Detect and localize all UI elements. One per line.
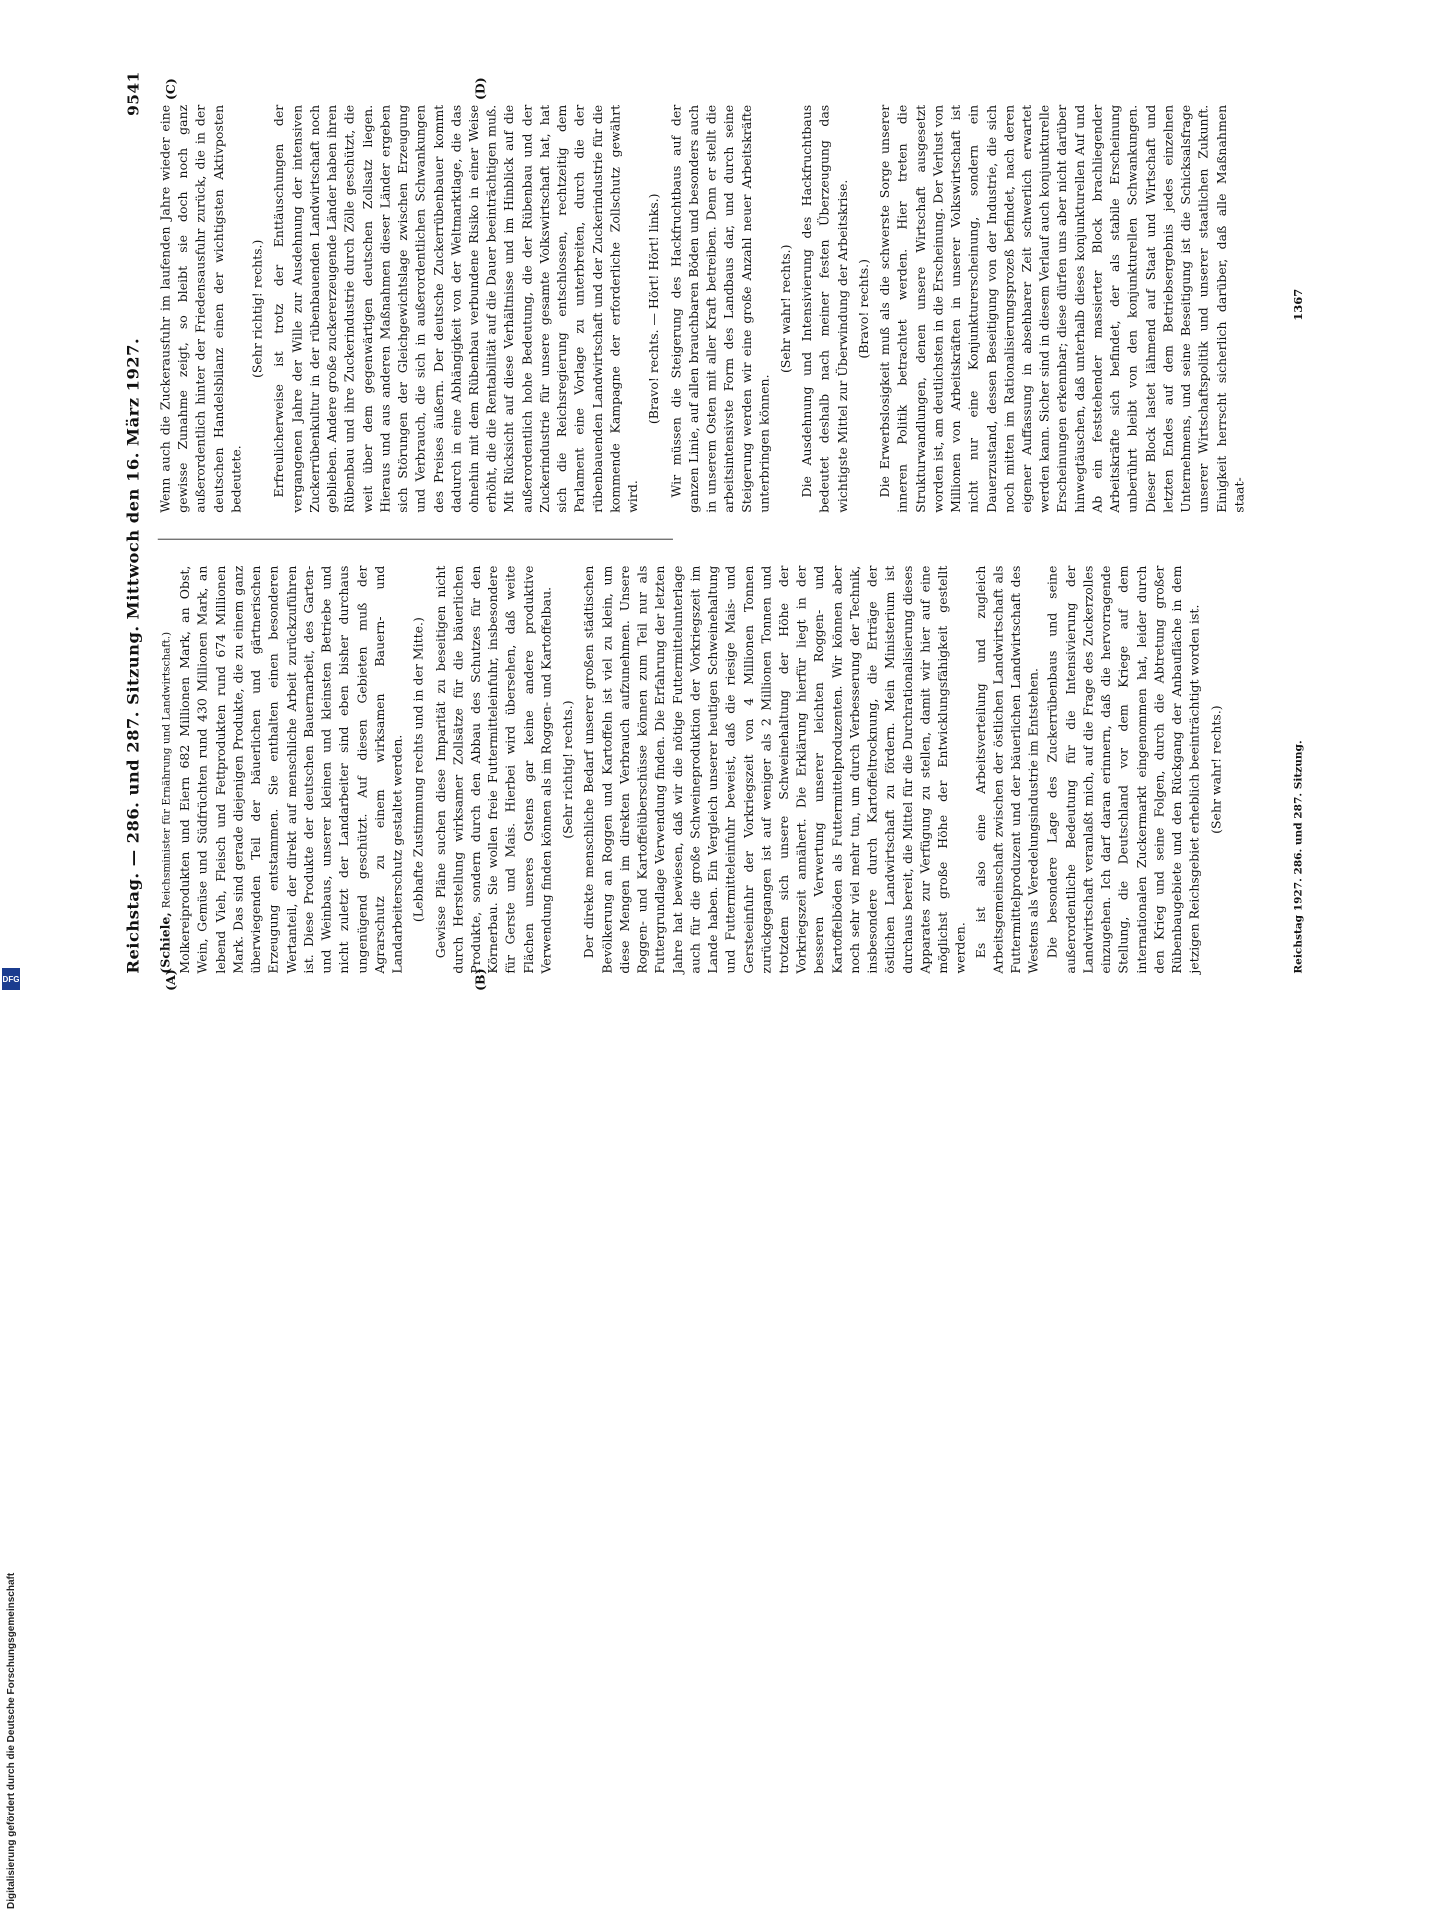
left-column [158, 566, 1230, 974]
right-column [158, 105, 1251, 513]
page-footer-number: 1367 [1292, 288, 1305, 321]
speaker-line [158, 566, 176, 974]
column-divider [158, 539, 673, 540]
digitization-credit-text: Digitalisierung gefördert durch die Deutsche Forschungsgemeinschaft [6, 1572, 17, 1909]
paragraph: Wenn auch die Zuckerausfuhr im laufenden Jahre wieder eine gewisse Zunahme zeigt, so bleibt sie doch noch ganz außerordentlich hinter der Friedensausfuhr zurück, die in der deutschen Handelsbilanz einen der wichtigsten Aktivposten bedeutete. [159, 104, 245, 513]
interjection: (Bravo! rechts. — Hört! Hört! links.) [648, 193, 663, 425]
paragraph: Die Erwerbslosigkeit muß als die schwerste Sorge unserer inneren Politik betrachtet werden. Hier treten die Strukturwandlungen, denen unsere Wirtschaft ausgesetzt worden ist, am deutlichsten in die Erscheinung. Der Verlust von Millionen von Arbeitskräften in unserer Volkswirtschaft ist nicht nur eine Konjunkturerscheinung, sondern ein Dauerzustand, dessen Beseitigung von der Industrie, die sich noch mitten im Rationalisierungsprozeß befindet, nach deren eigener Auffassung in absehbarer Zeit schwerlich erwartet werden kann. Sicher sind in diesem Verlauf auch konjunkturelle Erscheinungen erkennbar; diese dürfen uns aber nicht darüber hinwegtäuschen, daß unterhalb dieses konjunkturellen Auf und Ab ein feststehender massierter Block brachliegender Arbeitskräfte sich befindet, der als stabile Erscheinung unberührt bleibt von den konjunkturellen Schwankungen. Dieser Block lastet lähmend auf Staat und Wirtschaft und letzten Endes auf dem Betriebsergebnis jedes einzelnen Unternehmens, und seine Beseitigung ist die Schicksalsfrage unserer Wirtschaftspolitik und unserer staatlichen Zukunft. Einigkeit herrscht sicherlich darüber, daß alle Maßnahmen staat- [879, 104, 1247, 513]
paragraph: Die Ausdehnung und Intensivierung des Hackfruchtbaus bedeutet deshalb nach meiner festen Überzeugung das wichtigste Mittel zur Überwindung der Arbeitskrise. [801, 104, 851, 513]
page-number: 9541 [124, 71, 143, 116]
scanned-page [86, 52, 1426, 1012]
interjection: (Sehr wahr! rechts.) [779, 244, 794, 374]
page-footer-left: Reichstag 1927. 286. und 287. Sitzung. [1292, 740, 1305, 974]
digitization-credit [6, 60, 20, 1909]
dfg-logo [2, 968, 20, 990]
interjection: (Lebhafte Zustimmung rechts und in der Mitte.) [412, 617, 427, 923]
margin-marker-c: (C) [165, 78, 179, 101]
interjection: (Sehr richtig! rechts.) [561, 700, 576, 839]
interjection: (Sehr wahr! rechts.) [1209, 705, 1224, 834]
paragraph: Erfreulicherweise ist trotz der Enttäuschungen der vergangenen Jahre der Wille zur Ausdehnung der intensiven Zuckerrübenkultur in der rübenbauenden Landwirtschaft noch geblieben. Andere große zuckererzeugende Länder haben ihren Rübenbau und ihre Zuckerindustrie durch Zölle geschützt, die weit über dem gegenwärtigen deutschen Zollsatz liegen. Hieraus und aus anderen Maßnahmen dieser Länder ergeben sich Störungen der Gleichgewichtslage zwischen Erzeugung und Verbrauch, die sich in außerordentlichen Schwankungen des Preises äußern. Der deutsche Zuckerrübenbauer kommt dadurch in eine Abhängigkeit von der Weltmarktlage, die das ohnehin mit dem Rübenbau verbundene Risiko in einer Weise erhöht, die die Rentabilität auf die Dauer beeinträchtigen muß. Mit Rücksicht auf diese Verhältnisse und im Hinblick auf die außerordentlich hohe Bedeutung, die der Rübenbau und der Zuckerindustrie für unsere gesamte Volkswirtschaft hat, hat sich die Reichsregierung entschlossen, rechtzeitig dem Parlament eine Vorlage zu unterbreiten, durch die der rübenbauenden Landwirtschaft und der Zuckerindustrie für die kommende Kampagne der erforderliche Zollschutz gewährt wird. [273, 104, 641, 513]
paragraph: Die besondere Lage des Zuckerrübenbaus und seine außerordentliche Bedeutung für die Intensivierung der Landwirtschaft veranlaßt mich, auf die Frage des Zuckerzolles einzugehen. Ich darf daran erinnern, daß die hervorragende Stellung, die Deutschland vor dem Kriege auf dem internationalen Zuckermarkt eingenommen hat, leider durch den Krieg und seine Folgen, durch die Abtretung großer Rübenbaugebiete und den Rückgang der Anbaufläche in dem jetzigen Reichsgebiet erheblich beeinträchtigt worden ist. [1046, 565, 1203, 974]
paragraph: Es ist also eine Arbeitsverteilung und zugleich Arbeitsgemeinschaft zwischen der östlichen Landwirtschaft als Futtermittelproduzent und der bäuerlichen Landwirtschaft des Westens als Veredelungsindustrie im Entstehen. [974, 565, 1042, 974]
paragraph: Gewisse Pläne suchen diese Imparität zu beseitigen nicht durch Herstellung wirksamer Zollsätze für die bäuerlichen Produkte, sondern durch den Abbau des Schutzes für den Körnerbau. Sie wollen freie Futtermitteleinfuhr, insbesondere für Gerste und Mais. Hierbei wird übersehen, daß weite Flächen unseres Ostens gar keine andere produktive Verwendung finden können als im Roggen- und Kartoffelbau. [434, 565, 555, 974]
margin-marker-a: (A) [165, 969, 179, 991]
margin-marker-d: (D) [474, 77, 489, 101]
speaker-name: (Schiele, [159, 912, 174, 974]
margin-marker-b: (B) [474, 968, 489, 991]
page-header [123, 71, 151, 973]
interjection: (Bravo! rechts.) [857, 258, 872, 359]
dfg-logo-text: DFG [2, 974, 20, 984]
paragraph: Molkereiprodukten und Eiern 682 Millionen Mark, an Obst, Wein, Gemüse und Südfrüchten rund 430 Millionen Mark, an lebend Vieh, Fleisch und Fettprodukten rund 674 Millionen Mark. Das sind gerade diejenigen Produkte, die zu einem ganz überwiegenden Teil der bäuerlichen und gärtnerischen Erzeugung entstammen. Sie enthalten einen besonderen Wertanteil, der direkt auf menschliche Arbeit zurückzuführen ist. Diese Produkte der deutschen Bauernarbeit, des Garten- und Weinbaus, unserer kleinen und kleinsten Betriebe und nicht zuletzt der Landarbeiter sind eben bisher durchaus ungenügend geschützt. Auf diesen Gebieten muß der Agrarschutz zu einem wirksamen Bauern- und Landarbeiterschutz gestaltet werden. [179, 565, 406, 974]
interjection: (Sehr richtig! rechts.) [251, 239, 266, 378]
page-header-title: Reichstag. — 286. und 287. Sitzung. Mittwoch den 16. März 1927. [124, 337, 144, 974]
paragraph: Der direkte menschliche Bedarf unserer großen städtischen Bevölkerung an Roggen und Kartoffeln ist viel zu klein, um diese Mengen im direkten Verbrauch aufzunehmen. Unsere Roggen- und Kartoffelüberschüsse können zum Teil nur als Futtergrundlage Verwendung finden. Die Erfahrung der letzten Jahre hat bewiesen, daß wir die nötige Futtermittelunterlage auch für die große Schweineproduktion der Vorkriegszeit im Lande haben. Ein Vergleich unserer heutigen Schweinehaltung und Futtermitteleinfuhr beweist, daß die riesige Mais- und Gersteeinfuhr der Vorkriegszeit von 4 Millionen Tonnen zurückgegangen ist auf weniger als 2 Millionen Tonnen und trotzdem sich unsere Schweinehaltung der Höhe der Vorkriegszeit annähert. Die Erklärung hierfür liegt in der besseren Verwertung unserer leichten Roggen- und Kartoffelböden als Futtermittelproduzenten. Wir können aber noch sehr viel mehr tun, um durch Verbesserung der Technik, insbesondere durch Kartoffeltrocknung, die Erträge der östlichen Landwirtschaft zu fördern. Mein Ministerium ist durchaus bereit, die Mittel für die Durchrationalisierung dieses Apparates zur Verfügung zu stellen, damit wir hier auf eine möglichst große Höhe der Entwicklungsfähigkeit gestellt werden. [583, 565, 969, 974]
speaker-role: Reichsminister für Ernährung und Landwirtschaft.) [160, 631, 173, 909]
paragraph: Wir müssen die Steigerung des Hackfruchtbaus auf der ganzen Linie, auf allen brauchbaren Böden und besonders auch in unserem Osten mit aller Kraft betreiben. Denn er stellt die arbeitsintensivste Form des Landbaus dar, und durch seine Steigerung werden wir eine große Anzahl neuer Arbeitskräfte unterbringen können. [669, 104, 773, 513]
